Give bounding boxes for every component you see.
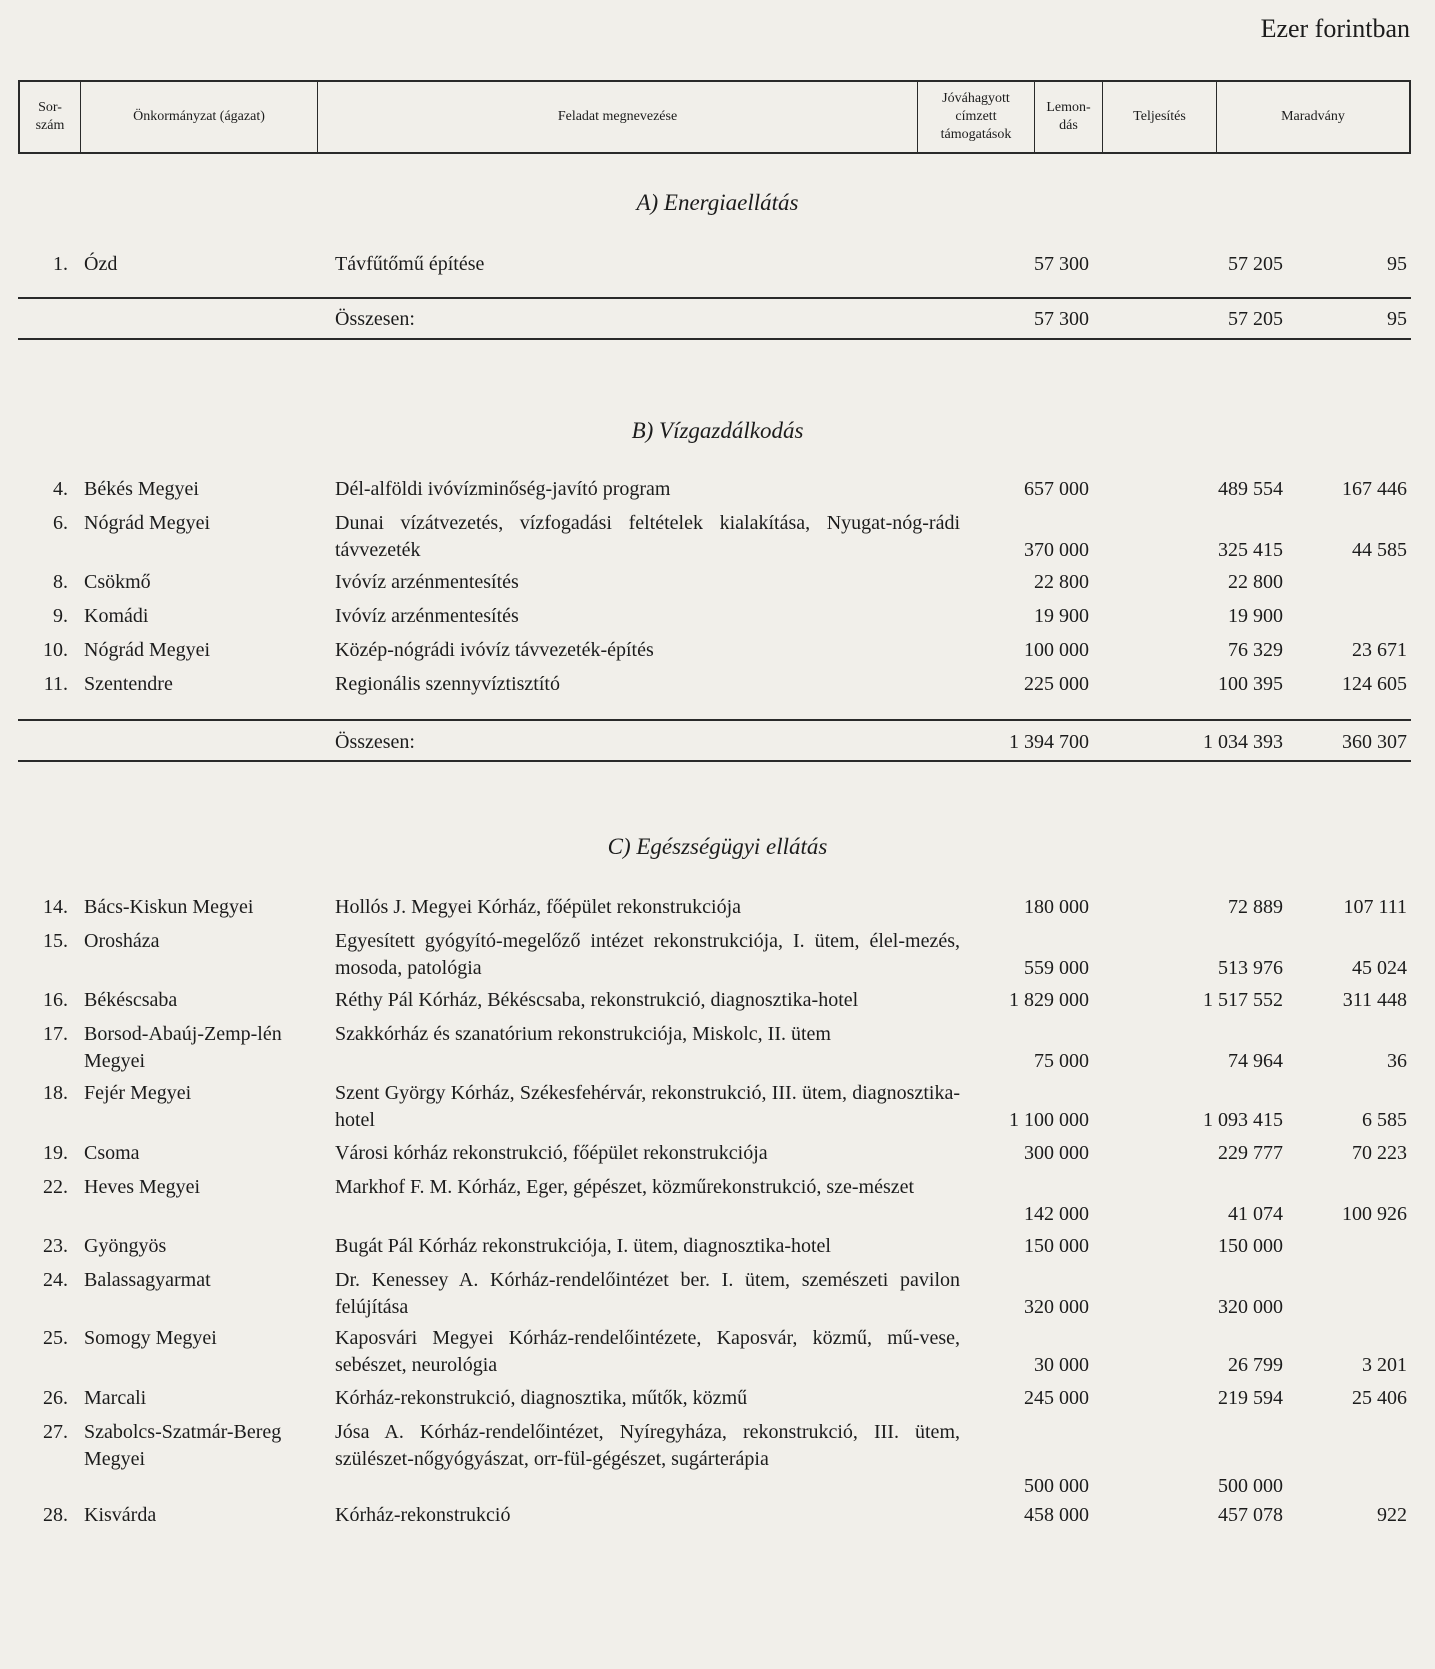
row-number: 14. — [43, 896, 68, 918]
row-fulfilled: 457 078 — [1218, 1504, 1283, 1526]
row-fulfilled: 22 800 — [1228, 571, 1283, 593]
table-row — [0, 1385, 1435, 1412]
row-task: Réthy Pál Kórház, Békéscsaba, rekonstrukció, diagnosztika-hotel — [335, 989, 859, 1011]
table-row — [0, 1267, 1435, 1321]
row-approved: 245 000 — [1024, 1387, 1089, 1409]
row-task: Regionális szennyvíztisztító — [335, 673, 560, 695]
row-remainder: 100 926 — [1342, 1203, 1407, 1225]
row-fulfilled: 19 900 — [1228, 605, 1283, 627]
table-row — [0, 1502, 1435, 1529]
row-fulfilled: 74 964 — [1228, 1050, 1283, 1072]
row-approved: 458 000 — [1024, 1504, 1089, 1526]
section-title: A) Energiaellátás — [636, 190, 799, 215]
row-fulfilled: 57 205 — [1228, 253, 1283, 275]
row-municipality: Békéscsaba — [84, 989, 178, 1011]
row-approved: 225 000 — [1024, 673, 1089, 695]
section-rule — [18, 719, 1411, 721]
row-municipality: Somogy Megyei — [84, 1327, 217, 1349]
row-municipality: Balassagyarmat — [84, 1269, 211, 1291]
row-municipality: Nógrád Megyei — [84, 639, 211, 661]
table-row — [0, 510, 1435, 564]
row-municipality: Nógrád Megyei — [84, 512, 211, 534]
row-approved: 320 000 — [1024, 1296, 1089, 1318]
row-task: Távfűtőmű építése — [335, 253, 485, 275]
row-approved: 22 800 — [1034, 571, 1089, 593]
header-waiver — [1035, 82, 1103, 152]
row-fulfilled: 229 777 — [1218, 1142, 1283, 1164]
row-number: 28. — [43, 1504, 68, 1526]
row-fulfilled: 76 329 — [1228, 639, 1283, 661]
row-municipality: Szabolcs-Szatmár-Bereg Megyei — [84, 1421, 282, 1470]
header-municipality — [81, 82, 318, 152]
total-approved: 57 300 — [1034, 308, 1089, 330]
row-remainder: 167 446 — [1342, 478, 1407, 500]
table-row — [0, 603, 1435, 630]
section-title: C) Egészségügyi ellátás — [607, 834, 828, 859]
table-row — [0, 1174, 1435, 1228]
row-fulfilled: 489 554 — [1218, 478, 1283, 500]
table-row — [0, 569, 1435, 596]
row-number: 27. — [43, 1421, 68, 1443]
row-remainder: 95 — [1387, 253, 1407, 275]
row-approved: 180 000 — [1024, 896, 1089, 918]
row-approved: 559 000 — [1024, 957, 1089, 979]
table-row — [0, 476, 1435, 503]
section-rule — [18, 297, 1411, 299]
row-approved: 30 000 — [1034, 1354, 1089, 1376]
row-remainder: 23 671 — [1352, 639, 1407, 661]
row-number: 22. — [43, 1176, 68, 1198]
row-remainder: 44 585 — [1352, 539, 1407, 561]
header-remainder — [1217, 82, 1409, 152]
row-number: 4. — [53, 478, 68, 500]
row-task: Városi kórház rekonstrukció, főépület rekonstrukciója — [335, 1142, 768, 1164]
total-label: Összesen: — [335, 308, 415, 330]
row-number: 18. — [43, 1082, 68, 1104]
row-remainder: 36 — [1387, 1050, 1407, 1072]
row-task: Dr. Kenessey A. Kórház-rendelőintézet ber. I. ütem, szemészeti pavilon felújítása — [335, 1269, 960, 1318]
row-fulfilled: 41 074 — [1228, 1203, 1283, 1225]
row-number: 6. — [53, 512, 68, 534]
row-task: Szent György Kórház, Székesfehérvár, rekonstrukció, III. ütem, diagnosztika-hotel — [335, 1082, 960, 1131]
row-task: Egyesített gyógyító-megelőző intézet rekonstrukciója, I. ütem, élel-mezés, mosoda, patológia — [335, 930, 960, 979]
row-municipality: Fejér Megyei — [84, 1082, 192, 1104]
row-approved: 75 000 — [1034, 1050, 1089, 1072]
row-task: Markhof F. M. Kórház, Eger, gépészet, közműrekonstrukció, sze-mészet — [335, 1176, 915, 1198]
row-task: Szakkórház és szanatórium rekonstrukciója, Miskolc, II. ütem — [335, 1023, 831, 1045]
row-municipality: Borsod-Abaúj-Zemp-lén Megyei — [84, 1023, 282, 1072]
section-rule — [18, 338, 1411, 340]
row-municipality: Szentendre — [84, 673, 173, 695]
row-approved: 57 300 — [1034, 253, 1089, 275]
row-remainder: 922 — [1377, 1504, 1407, 1526]
row-municipality: Csoma — [84, 1142, 140, 1164]
row-task: Jósa A. Kórház-rendelőintézet, Nyíregyháza, rekonstrukció, III. ütem, szülészet-nőgyógyászat, orr-fül-gégészet, sugárterápia — [335, 1421, 960, 1470]
row-task: Kaposvári Megyei Kórház-rendelőintézete, Kaposvár, közmű, mű-vese, sebészet, neurológia — [335, 1327, 960, 1376]
row-approved: 1 829 000 — [1009, 989, 1089, 1011]
row-remainder: 6 585 — [1362, 1109, 1407, 1131]
row-number: 25. — [43, 1327, 68, 1349]
row-number: 16. — [43, 989, 68, 1011]
row-number: 8. — [53, 571, 68, 593]
total-approved: 1 394 700 — [1009, 731, 1089, 753]
row-remainder: 3 201 — [1362, 1354, 1407, 1376]
table-row — [0, 1233, 1435, 1260]
row-fulfilled: 1 517 552 — [1203, 989, 1283, 1011]
section-title: B) Vízgazdálkodás — [631, 418, 804, 443]
header-fulfilled — [1103, 82, 1217, 152]
header-approved-text: Jóváhagyott címzett támogatások — [940, 91, 1012, 142]
header-fulfilled-text: Teljesítés — [1133, 109, 1186, 124]
row-number: 1. — [53, 253, 68, 275]
row-approved: 19 900 — [1034, 605, 1089, 627]
header-remainder-text: Maradvány — [1281, 109, 1345, 124]
row-fulfilled: 320 000 — [1218, 1296, 1283, 1318]
table-row — [0, 1325, 1435, 1379]
row-approved: 657 000 — [1024, 478, 1089, 500]
row-remainder: 25 406 — [1352, 1387, 1407, 1409]
header-no — [20, 82, 81, 152]
row-number: 24. — [43, 1269, 68, 1291]
row-municipality: Marcali — [84, 1387, 147, 1409]
header-no-text: Sor- szám — [35, 100, 65, 133]
row-number: 9. — [53, 605, 68, 627]
row-approved: 500 000 — [1024, 1475, 1089, 1497]
row-approved: 300 000 — [1024, 1142, 1089, 1164]
row-task: Kórház-rekonstrukció — [335, 1504, 511, 1526]
table-header — [18, 80, 1411, 154]
table-row — [0, 251, 1435, 278]
table-row — [0, 1140, 1435, 1167]
header-waiver-text: Lemon- dás — [1046, 100, 1091, 133]
row-task: Hollós J. Megyei Kórház, főépület rekonstrukciója — [335, 896, 742, 918]
row-task: Kórház-rekonstrukció, diagnosztika, műtők, közmű — [335, 1387, 748, 1409]
row-fulfilled: 26 799 — [1228, 1354, 1283, 1376]
row-task: Dunai vízátvezetés, vízfogadási feltételek kialakítása, Nyugat-nóg-rádi távvezeték — [335, 512, 960, 561]
table-row — [0, 987, 1435, 1014]
total-label: Összesen: — [335, 731, 415, 753]
row-fulfilled: 500 000 — [1218, 1475, 1283, 1497]
row-fulfilled: 150 000 — [1218, 1235, 1283, 1257]
row-municipality: Orosháza — [84, 930, 160, 952]
row-number: 10. — [43, 639, 68, 661]
header-task — [318, 82, 918, 152]
row-approved: 370 000 — [1024, 539, 1089, 561]
row-approved: 150 000 — [1024, 1235, 1089, 1257]
table-row — [0, 928, 1435, 982]
table-row — [0, 894, 1435, 921]
total-fulfilled: 1 034 393 — [1203, 731, 1283, 753]
table-row — [0, 1419, 1435, 1500]
row-remainder: 45 024 — [1352, 957, 1407, 979]
row-fulfilled: 1 093 415 — [1203, 1109, 1283, 1131]
row-task: Bugát Pál Kórház rekonstrukciója, I. ütem, diagnosztika-hotel — [335, 1235, 831, 1257]
table-row — [0, 1021, 1435, 1075]
total-remainder: 95 — [1387, 308, 1407, 330]
row-remainder: 70 223 — [1352, 1142, 1407, 1164]
row-municipality: Bács-Kiskun Megyei — [84, 896, 254, 918]
row-approved: 100 000 — [1024, 639, 1089, 661]
row-municipality: Gyöngyös — [84, 1235, 167, 1257]
table-row — [0, 671, 1435, 698]
row-number: 11. — [43, 673, 68, 695]
table-row — [0, 1080, 1435, 1134]
header-approved — [918, 82, 1035, 152]
row-municipality: Ózd — [84, 253, 118, 275]
row-municipality: Csökmő — [84, 571, 151, 593]
row-municipality: Békés Megyei — [84, 478, 199, 500]
row-remainder: 107 111 — [1343, 896, 1407, 918]
row-task: Ivóvíz arzénmentesítés — [335, 571, 519, 593]
row-approved: 142 000 — [1024, 1203, 1089, 1225]
row-number: 17. — [43, 1023, 68, 1045]
row-fulfilled: 325 415 — [1218, 539, 1283, 561]
section-rule — [18, 760, 1411, 762]
row-municipality: Heves Megyei — [84, 1176, 201, 1198]
unit-label: Ezer forintban — [1260, 14, 1410, 43]
header-municipality-text: Önkormányzat (ágazat) — [133, 109, 265, 124]
row-remainder: 124 605 — [1342, 673, 1407, 695]
row-number: 23. — [43, 1235, 68, 1257]
row-municipality: Kisvárda — [84, 1504, 157, 1526]
table-row — [0, 637, 1435, 664]
row-fulfilled: 513 976 — [1218, 957, 1283, 979]
total-fulfilled: 57 205 — [1228, 308, 1283, 330]
row-number: 15. — [43, 930, 68, 952]
total-remainder: 360 307 — [1342, 731, 1407, 753]
row-task: Ivóvíz arzénmentesítés — [335, 605, 519, 627]
row-fulfilled: 219 594 — [1218, 1387, 1283, 1409]
row-task: Dél-alföldi ivóvízminőség-javító program — [335, 478, 671, 500]
row-fulfilled: 72 889 — [1228, 896, 1283, 918]
row-municipality: Komádi — [84, 605, 149, 627]
row-remainder: 311 448 — [1342, 989, 1407, 1011]
row-approved: 1 100 000 — [1009, 1109, 1089, 1131]
row-number: 19. — [43, 1142, 68, 1164]
header-task-text: Feladat megnevezése — [557, 109, 678, 124]
row-number: 26. — [43, 1387, 68, 1409]
row-task: Közép-nógrádi ivóvíz távvezeték-építés — [335, 639, 654, 661]
row-fulfilled: 100 395 — [1218, 673, 1283, 695]
